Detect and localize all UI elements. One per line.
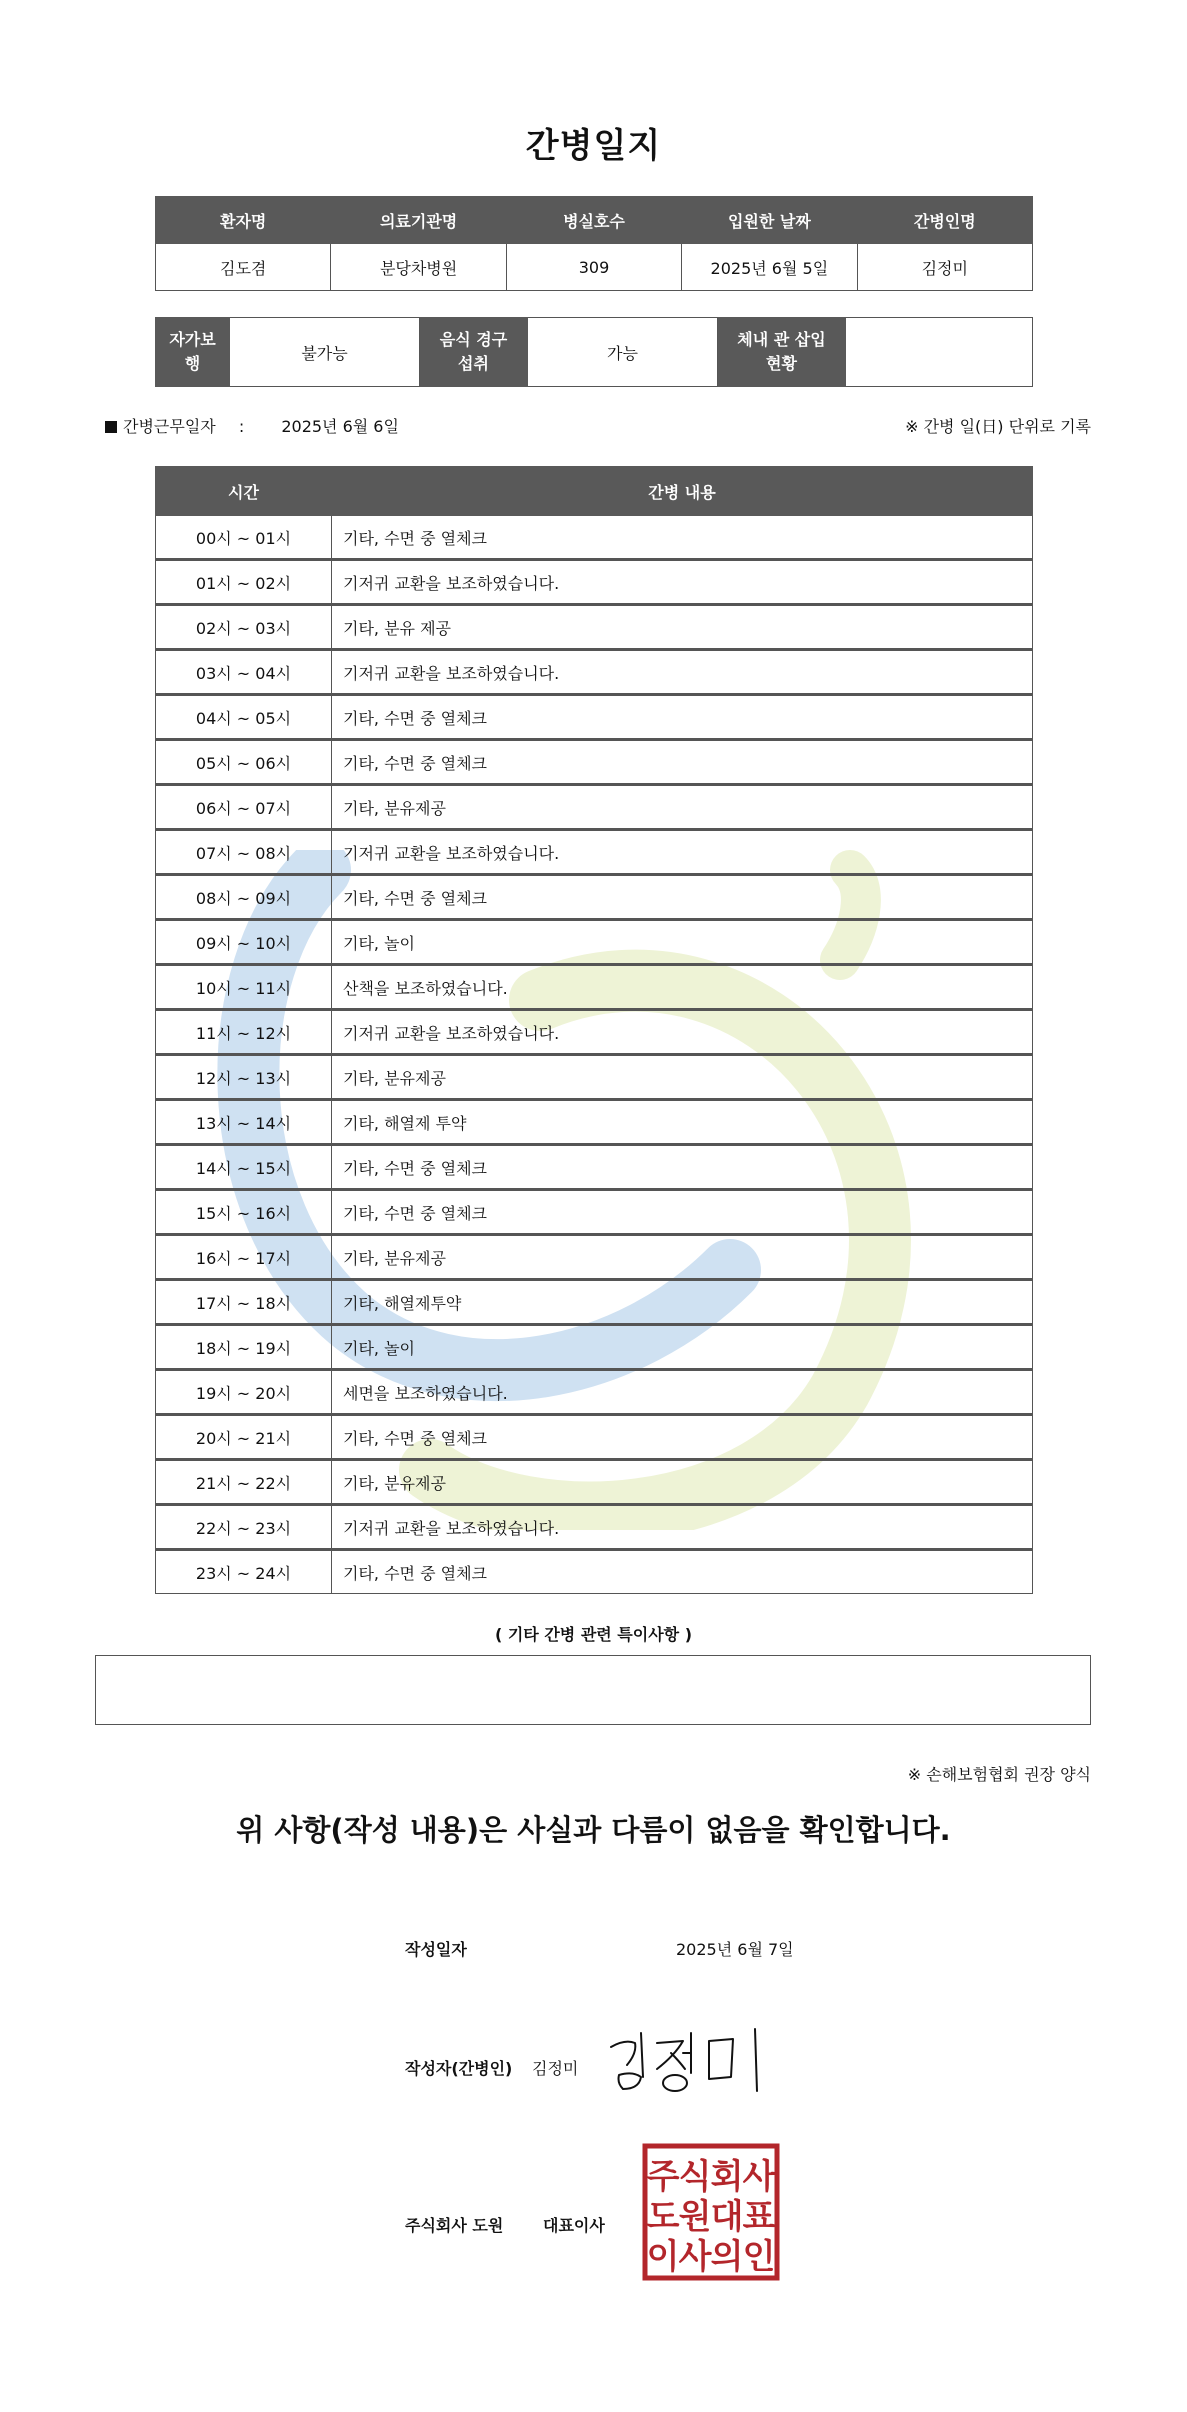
square-bullet-icon bbox=[105, 421, 117, 433]
content-cell: 기저귀 교환을 보조하였습니다. bbox=[332, 1505, 1033, 1550]
content-cell: 기타, 수면 중 열체크 bbox=[332, 1145, 1033, 1190]
confirmation-statement: 위 사항(작성 내용)은 사실과 다름이 없음을 확인합니다. bbox=[236, 1813, 951, 1847]
content-cell: 기타, 수면 중 열체크 bbox=[332, 740, 1033, 785]
time-cell: 20시 ~ 21시 bbox=[156, 1415, 332, 1460]
hospital-name: 분당차병원 bbox=[331, 244, 506, 291]
seal-char: 원 bbox=[678, 2197, 712, 2237]
content-cell: 세면을 보조하였습니다. bbox=[332, 1370, 1033, 1415]
seal-char: 사 bbox=[742, 2157, 776, 2197]
table-row bbox=[156, 1550, 1033, 1594]
table-row bbox=[156, 650, 1033, 695]
care-log-table bbox=[155, 466, 1033, 1594]
admission-date: 2025년 6월 5일 bbox=[682, 244, 857, 291]
table-row bbox=[156, 1190, 1033, 1235]
room-number: 309 bbox=[506, 244, 681, 291]
table-row bbox=[156, 516, 1033, 560]
work-date-label: 간병근무일자 bbox=[123, 417, 216, 436]
time-cell: 05시 ~ 06시 bbox=[156, 740, 332, 785]
time-cell: 07시 ~ 08시 bbox=[156, 830, 332, 875]
content-cell: 기저귀 교환을 보조하였습니다. bbox=[332, 830, 1033, 875]
time-cell: 18시 ~ 19시 bbox=[156, 1325, 332, 1370]
time-cell: 23시 ~ 24시 bbox=[156, 1550, 332, 1594]
header-care-content: 간병 내용 bbox=[332, 467, 1033, 516]
content-cell: 기타, 놀이 bbox=[332, 1325, 1033, 1370]
table-row bbox=[156, 1415, 1033, 1460]
content-cell: 기타, 수면 중 열체크 bbox=[332, 1190, 1033, 1235]
company-label: 주식회사 도원 bbox=[405, 2216, 504, 2235]
content-cell: 기저귀 교환을 보조하였습니다. bbox=[332, 650, 1033, 695]
company-seal-stamp bbox=[641, 2142, 781, 2282]
written-date-label: 작성일자 bbox=[405, 1940, 467, 1959]
header-patient-name: 환자명 bbox=[156, 197, 331, 244]
content-cell: 기타, 수면 중 열체크 bbox=[332, 516, 1033, 560]
table-row bbox=[156, 875, 1033, 920]
time-cell: 01시 ~ 02시 bbox=[156, 560, 332, 605]
table-row bbox=[156, 560, 1033, 605]
special-notes-box bbox=[95, 1655, 1091, 1725]
writer-name: 김정미 bbox=[532, 2059, 579, 2078]
content-cell: 기저귀 교환을 보조하였습니다. bbox=[332, 560, 1033, 605]
table-row bbox=[156, 920, 1033, 965]
content-cell: 기타, 분유제공 bbox=[332, 1055, 1033, 1100]
table-row bbox=[156, 1100, 1033, 1145]
self-walk-value: 불가능 bbox=[230, 318, 420, 387]
seal-icon bbox=[641, 2142, 781, 2282]
recommend-note: ※ 손해보험협회 권장 양식 bbox=[907, 1765, 1091, 1784]
time-cell: 13시 ~ 14시 bbox=[156, 1100, 332, 1145]
table-row bbox=[156, 1280, 1033, 1325]
table-row bbox=[156, 740, 1033, 785]
oral-intake-label: 음식 경구 섭취 bbox=[420, 318, 528, 387]
content-cell: 기타, 수면 중 열체크 bbox=[332, 1415, 1033, 1460]
written-date-value: 2025년 6월 7일 bbox=[676, 1940, 794, 1959]
time-cell: 16시 ~ 17시 bbox=[156, 1235, 332, 1280]
self-walk-label: 자가보 행 bbox=[156, 318, 230, 387]
seal-char: 이 bbox=[646, 2237, 680, 2277]
time-cell: 19시 ~ 20시 bbox=[156, 1370, 332, 1415]
time-cell: 04시 ~ 05시 bbox=[156, 695, 332, 740]
seal-char: 의 bbox=[710, 2237, 744, 2277]
seal-char: 표 bbox=[742, 2197, 776, 2237]
table-row bbox=[156, 830, 1033, 875]
tube-insertion-value bbox=[846, 318, 1033, 387]
time-cell: 17시 ~ 18시 bbox=[156, 1280, 332, 1325]
patient-status-table bbox=[155, 317, 1033, 387]
header-time: 시간 bbox=[156, 467, 332, 516]
seal-char: 주 bbox=[646, 2157, 680, 2197]
work-date-colon: : bbox=[238, 417, 245, 436]
content-cell: 기타, 수면 중 열체크 bbox=[332, 695, 1033, 740]
header-admission-date: 입원한 날짜 bbox=[682, 197, 857, 244]
content-cell: 기타, 수면 중 열체크 bbox=[332, 875, 1033, 920]
time-cell: 06시 ~ 07시 bbox=[156, 785, 332, 830]
writer-label: 작성자(간병인) bbox=[405, 2059, 513, 2078]
table-row bbox=[156, 605, 1033, 650]
table-row bbox=[156, 965, 1033, 1010]
time-cell: 12시 ~ 13시 bbox=[156, 1055, 332, 1100]
patient-info-table bbox=[155, 196, 1033, 291]
tube-insertion-label: 체내 관 삽입 현황 bbox=[718, 318, 846, 387]
patient-name: 김도겸 bbox=[156, 244, 331, 291]
time-cell: 08시 ~ 09시 bbox=[156, 875, 332, 920]
handwritten-signature bbox=[605, 2025, 785, 2097]
table-row bbox=[156, 785, 1033, 830]
content-cell: 기타, 해열제 투약 bbox=[332, 1100, 1033, 1145]
time-cell: 02시 ~ 03시 bbox=[156, 605, 332, 650]
header-caregiver-name: 간병인명 bbox=[857, 197, 1032, 244]
caregiver-name: 김정미 bbox=[857, 244, 1032, 291]
work-date-value: 2025년 6월 6일 bbox=[281, 417, 399, 436]
table-row bbox=[156, 1325, 1033, 1370]
content-cell: 기타, 분유제공 bbox=[332, 1460, 1033, 1505]
time-cell: 11시 ~ 12시 bbox=[156, 1010, 332, 1055]
work-date-line bbox=[105, 414, 399, 437]
content-cell: 기저귀 교환을 보조하였습니다. bbox=[332, 1010, 1033, 1055]
table-row bbox=[156, 1145, 1033, 1190]
seal-char: 도 bbox=[646, 2197, 680, 2237]
care-log-body bbox=[156, 516, 1033, 1594]
table-row bbox=[156, 1505, 1033, 1550]
content-cell: 기타, 분유제공 bbox=[332, 1235, 1033, 1280]
content-cell: 기타, 수면 중 열체크 bbox=[332, 1550, 1033, 1594]
content-cell: 기타, 놀이 bbox=[332, 920, 1033, 965]
oral-intake-value: 가능 bbox=[528, 318, 718, 387]
time-cell: 21시 ~ 22시 bbox=[156, 1460, 332, 1505]
time-cell: 14시 ~ 15시 bbox=[156, 1145, 332, 1190]
time-cell: 03시 ~ 04시 bbox=[156, 650, 332, 695]
seal-char: 회 bbox=[710, 2157, 744, 2197]
table-row bbox=[156, 695, 1033, 740]
table-row bbox=[156, 1055, 1033, 1100]
table-row bbox=[156, 1235, 1033, 1280]
time-cell: 09시 ~ 10시 bbox=[156, 920, 332, 965]
content-cell: 기타, 해열제투약 bbox=[332, 1280, 1033, 1325]
ceo-label: 대표이사 bbox=[543, 2216, 605, 2235]
header-hospital-name: 의료기관명 bbox=[331, 197, 506, 244]
content-cell: 기타, 분유제공 bbox=[332, 785, 1033, 830]
time-cell: 22시 ~ 23시 bbox=[156, 1505, 332, 1550]
table-row bbox=[156, 1370, 1033, 1415]
header-room-number: 병실호수 bbox=[506, 197, 681, 244]
seal-char: 식 bbox=[678, 2157, 712, 2197]
seal-char: 대 bbox=[710, 2197, 744, 2237]
seal-char: 사 bbox=[678, 2237, 712, 2277]
time-cell: 15시 ~ 16시 bbox=[156, 1190, 332, 1235]
time-cell: 10시 ~ 11시 bbox=[156, 965, 332, 1010]
seal-char: 인 bbox=[742, 2237, 776, 2277]
content-cell: 산책을 보조하였습니다. bbox=[332, 965, 1033, 1010]
content-cell: 기타, 분유 제공 bbox=[332, 605, 1033, 650]
time-cell: 00시 ~ 01시 bbox=[156, 516, 332, 560]
unit-note: ※ 간병 일(日) 단위로 기록 bbox=[905, 417, 1091, 436]
special-notes-title: ( 기타 간병 관련 특이사항 ) bbox=[494, 1625, 693, 1644]
document-title: 간병일지 bbox=[525, 126, 662, 166]
table-row bbox=[156, 1460, 1033, 1505]
table-row bbox=[156, 1010, 1033, 1055]
